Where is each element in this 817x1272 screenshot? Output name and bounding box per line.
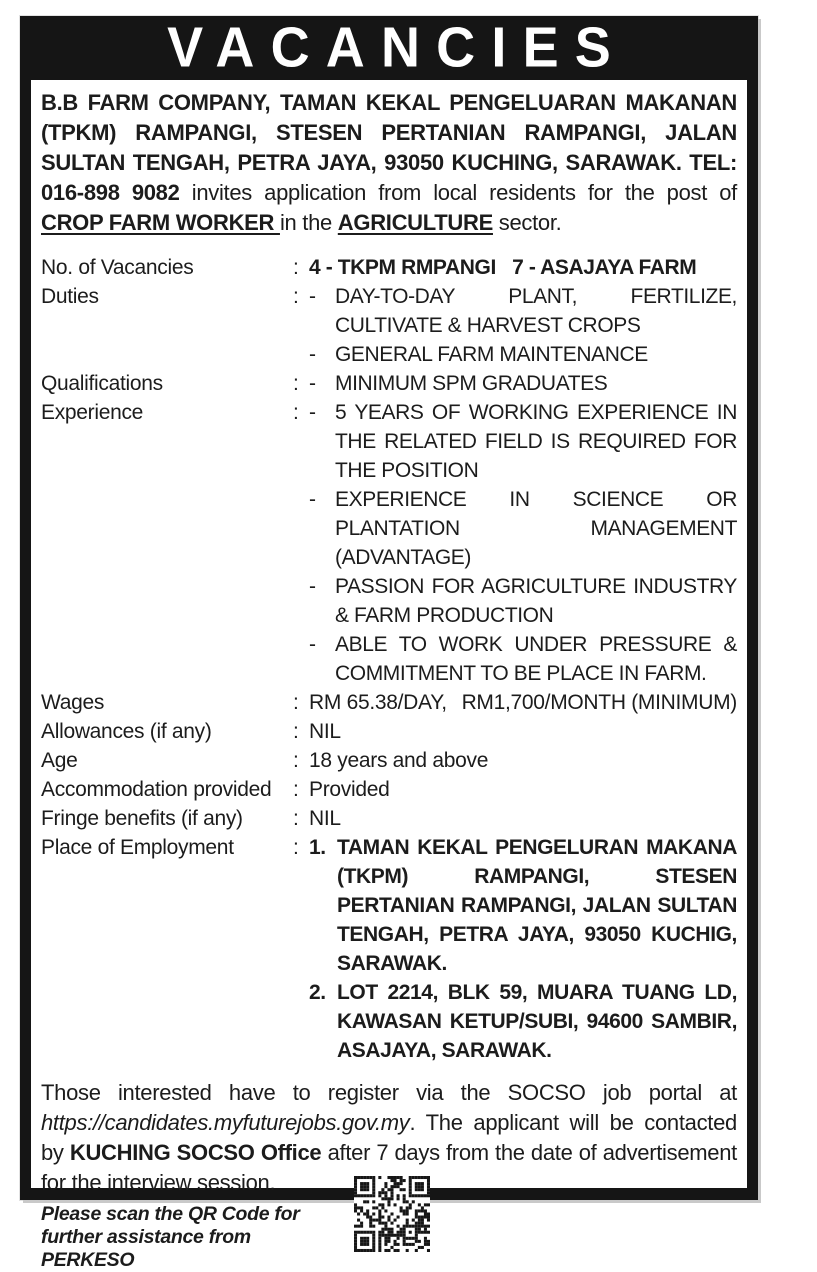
field-row-fringe-benefits	[41, 804, 737, 833]
list-item	[309, 282, 737, 340]
banner	[20, 16, 758, 80]
portal-url-text: https://candidates.myfuturejobs.gov.my	[41, 1110, 410, 1135]
job-title-text: CROP FARM WORKER	[41, 210, 280, 235]
list-item-text: EXPERIENCE IN SCIENCE OR PLANTATION MANAGEMENT (ADVANTAGE)	[335, 488, 737, 569]
field-value: Provided	[309, 778, 390, 801]
field-value: NIL	[309, 720, 341, 743]
dash-marker: -	[309, 401, 316, 424]
number-marker: 2.	[309, 981, 326, 1004]
list-item-text: 5 YEARS OF WORKING EXPERIENCE IN THE RELATED FIELD IS REQUIRED FOR THE POSITION	[335, 401, 737, 482]
footer-text: . The applicant will be contacted by	[41, 1110, 737, 1165]
list-item	[309, 833, 737, 978]
field-value	[309, 369, 737, 398]
dash-marker: -	[309, 575, 316, 598]
list-item-text: MINIMUM SPM GRADUATES	[335, 372, 608, 395]
office-name-text: KUCHING SOCSO Office	[69, 1140, 322, 1165]
field-colon: :	[293, 401, 299, 424]
list-item	[309, 398, 737, 485]
intro-text: invites application from local residents for the post of	[191, 180, 737, 205]
field-value	[309, 688, 737, 717]
dash-marker: -	[309, 372, 316, 395]
qr-note: Please scan the QR Code for further assistance from PERKESO	[41, 1203, 300, 1271]
number-marker: 1.	[309, 836, 326, 859]
field-label: No. of Vacancies	[41, 256, 194, 279]
field-row-wages	[41, 688, 737, 717]
qr-section	[41, 1203, 737, 1272]
list-item	[309, 340, 737, 369]
field-colon: :	[293, 749, 299, 772]
field-colon: :	[293, 285, 299, 308]
dash-marker: -	[309, 285, 316, 308]
qr-code	[354, 1176, 430, 1252]
dash-marker: -	[309, 343, 316, 366]
advertisement-frame	[20, 16, 758, 1271]
wage-daily: RM 65.38/DAY,	[309, 691, 447, 714]
wages-line	[309, 688, 737, 717]
list-item	[309, 630, 737, 688]
field-label: Wages	[41, 691, 105, 714]
list-item-text: DAY-TO-DAY PLANT, FERTILIZE, CULTIVATE & HARVEST CROPS	[335, 285, 737, 337]
list-item	[309, 369, 737, 398]
list-item-text: PASSION FOR AGRICULTURE INDUSTRY & FARM PRODUCTION	[335, 575, 737, 627]
ad-body	[31, 80, 747, 1271]
field-value: NIL	[309, 807, 341, 830]
dash-marker: -	[309, 633, 316, 656]
list-item	[309, 572, 737, 630]
field-row-allowances	[41, 717, 737, 746]
field-row-duties	[41, 282, 737, 369]
field-value	[309, 398, 737, 688]
field-row-vacancies	[41, 253, 737, 282]
list-item-text: TAMAN KEKAL PENGELURAN MAKANA (TKPM) RAMPANGI, STESEN PERTANIAN RAMPANGI, JALAN SULTAN TENGAH, PETRA JAYA, 93050 KUCHIG, SARAWAK.	[337, 836, 737, 975]
sector-text: AGRICULTURE	[337, 210, 493, 235]
field-label: Duties	[41, 285, 99, 308]
list-item	[309, 978, 737, 1065]
field-label: Qualifications	[41, 372, 163, 395]
field-row-accommodation	[41, 775, 737, 804]
field-label: Age	[41, 749, 78, 772]
field-value	[309, 282, 737, 369]
field-row-qualifications	[41, 369, 737, 398]
field-label: Place of Employment	[41, 836, 234, 859]
field-colon: :	[293, 256, 299, 279]
list-item-text: ABLE TO WORK UNDER PRESSURE & COMMITMENT TO BE PLACE IN FARM.	[335, 633, 737, 685]
page-title: VACANCIES	[167, 16, 628, 80]
dash-marker: -	[309, 488, 316, 511]
company-address-text: B.B FARM COMPANY, TAMAN KEKAL PENGELUARAN MAKANAN (TPKM) RAMPANGI, STESEN PERTANIAN RAMPANGI, JALAN SULTAN TENGAH, PETRA JAYA, 93050 KUCHING, SARAWAK. TEL: 016-898 9082	[41, 90, 737, 205]
footer-text: Those interested have to register via the SOCSO job portal at	[41, 1080, 737, 1105]
field-value	[309, 833, 737, 1065]
field-colon: :	[293, 372, 299, 395]
field-colon: :	[293, 778, 299, 801]
field-label: Accommodation provided	[41, 778, 272, 801]
field-label: Fringe benefits (if any)	[41, 807, 243, 830]
list-item	[309, 485, 737, 572]
field-colon: :	[293, 836, 299, 859]
intro-text: in the	[279, 210, 338, 235]
footer-text: after 7 days from the date of advertisement for the interview session.	[41, 1140, 737, 1195]
field-value: 18 years and above	[309, 749, 489, 772]
field-colon: :	[293, 807, 299, 830]
field-colon: :	[293, 691, 299, 714]
field-row-age	[41, 746, 737, 775]
field-row-experience	[41, 398, 737, 688]
field-colon: :	[293, 720, 299, 743]
field-value: 4 - TKPM RMPANGI 7 - ASAJAYA FARM	[309, 256, 697, 279]
intro-paragraph	[41, 88, 737, 238]
wage-monthly: RM1,700/MONTH (MINIMUM)	[461, 691, 737, 714]
intro-text: sector.	[492, 210, 562, 235]
list-item-text: LOT 2214, BLK 59, MUARA TUANG LD, KAWASAN KETUP/SUBI, 94600 SAMBIR, ASAJAYA, SARAWAK.	[337, 981, 737, 1062]
field-label: Allowances (if any)	[41, 720, 212, 743]
field-label: Experience	[41, 401, 144, 424]
field-row-place-of-employment	[41, 833, 737, 1065]
list-item-text: GENERAL FARM MAINTENANCE	[335, 343, 648, 366]
